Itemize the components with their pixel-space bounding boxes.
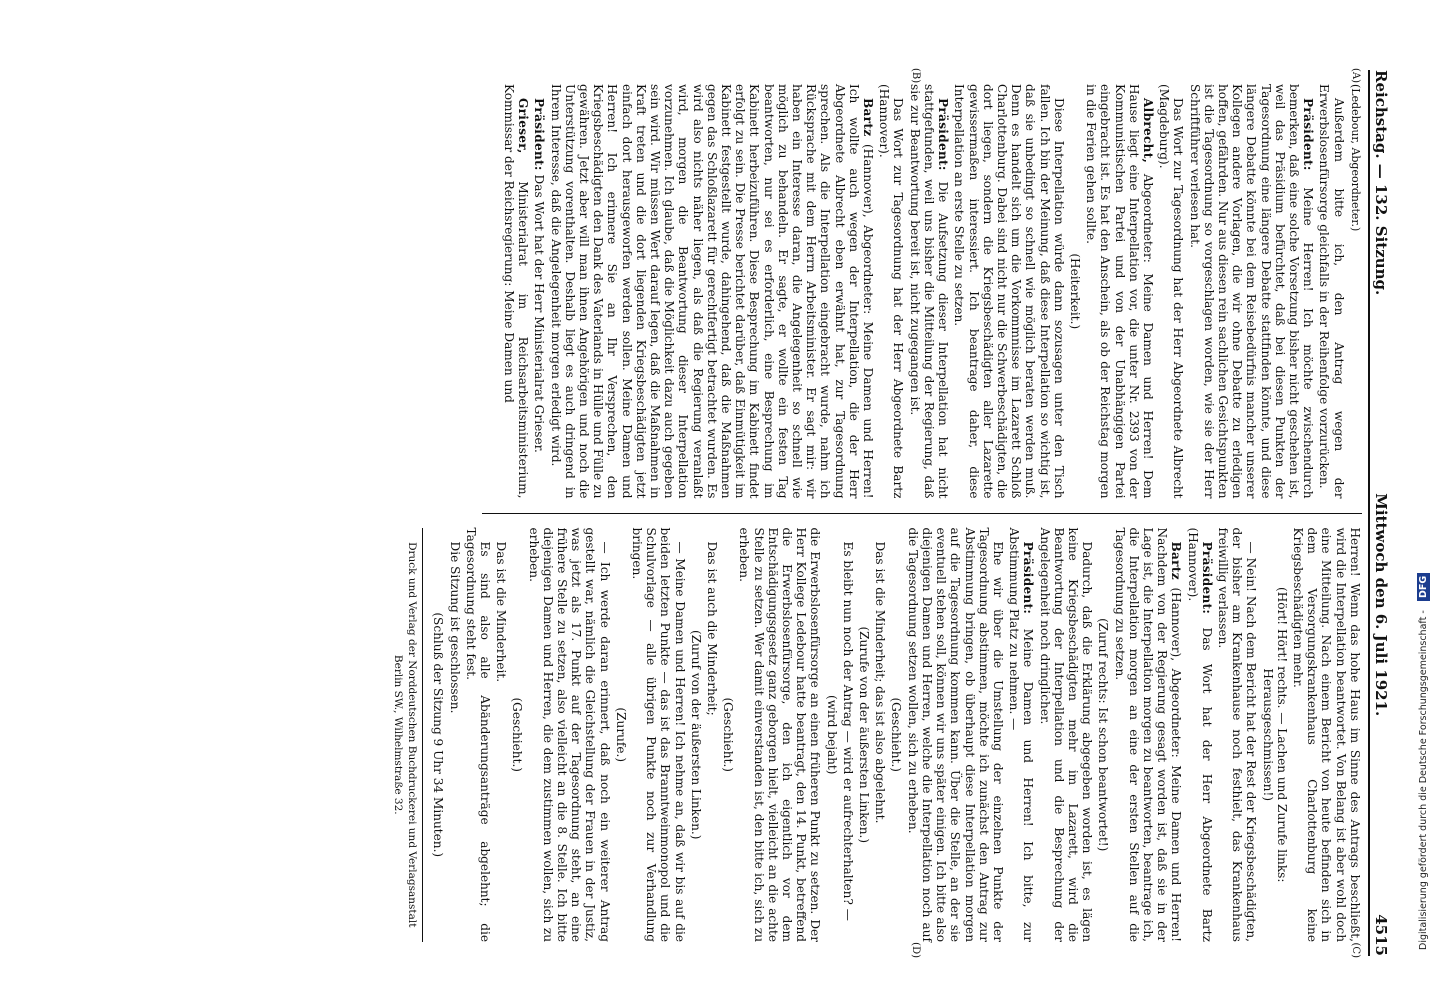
speech-text: (Hannover), Abgeordneter: Meine Damen und Herren! Ich wollte auch wegen der Interpellation, die der Herr Abgeordnete Albrecht eben erwähnt hat, zur Tagesordnung sprechen. Als die Interpellation eingebracht wurde, nahm ich Rücksprache mit dem Herrn Arbeitsminister. Er sagt mir: wir haben ein Interesse daran, die Angelegenheit so schnell wie möglich zu behandeln. Er sagte, er wollte ein festen Tag beantworten, nur sei es erforderlich, eine Besprechung im Kabinett herbeizuführen. Diese Besprechung im Kabinett findet erfolgt zu sein. Die Presse berichtet darüber, daß Einmütigkeit im Kabinett festgestellt wurde, dahingehend, daß die Maßnahmen gegen das Schloßlazarett für gerechtfertigt betrachtet wurden. Es wird also nichts näher liegen, als daß die Regierung veranlaßt wird, morgen die Beantwortung dieser Interpellation vorzunehmen. Ich glaube, daß die Möglichkeit dazu auch gegeben sein wird. Wir müssen Wert darauf legen, daß die Maßnahmen in Kraft treten und die dort liegenden Kriegsbeschädigten jetzt einfach dort herausgeworfen werden sollen. Meine Damen und Herren! Ich erinnere Sie an Ihr Versprechen, den Kriegsbeschädigten den Dank des Vaterlands in Hülle und Fülle zu gewähren. Jetzt aber will man ihnen Angehörigen und noch die Unterstützung vorenthalten. Deshalb liegt es auch dringend in Ihrem Interesse, daß die Angelegenheit morgen erledigt wird.	[548, 84, 876, 499]
paragraph: Dadurch, daß die Erklärung abgegeben worden ist, es lägen keine Kriegsbeschädigten mehr im Lazarett, wird die Beantwortung der Interpellation und die Besprechung der Angelegenheit noch dringlicher.	[1037, 527, 1095, 942]
interjection: (Zurufe von der äußersten Linken.)	[857, 626, 872, 844]
paragraph: — Nein! Nach dem Bericht hat der Rest der Kriegsbeschädigten, der bisher am Krankenhause noch festhielt, das Krankenhaus freiwillig verlassen.	[1215, 527, 1259, 942]
paragraph	[1007, 528, 1035, 943]
interjection: (Heiterkeit.)	[1067, 253, 1082, 330]
paragraph: Herren! Wenn das hohe Haus im Sinne des Antrags beschließt, wird die Interpellation beantwortet. Von Belang ist aber wohl doch eine Mitteilung. Nach einem Bericht von heute befinden sich in dem Versorgungskrankenhaus Charlottenburg keine Kriegsbeschädigten mehr.	[1290, 527, 1362, 942]
interjection: (Zurufe.)	[613, 707, 628, 763]
header-left: Reichstag. — 132. Sitzung.	[1372, 70, 1390, 296]
paragraph: Es sind also alle Abänderungsanträge abgelehnt; die Tagesordnung steht fest.	[463, 527, 493, 942]
paragraph: — Meine Damen und Herren! Ich nehme an, daß wir bis auf die beiden letzten Punkte — das ist das Branntweinmonopol und die Schulvorlage — alle übrigen Punkte noch zur Verhandlung bringen.	[630, 527, 687, 942]
rotated-page	[36, 44, 1402, 986]
credit-text: Digitalisierung gefördert durch die Deutsche Forschungsgemeinschaft -	[1418, 610, 1429, 950]
page-header	[1368, 70, 1388, 956]
speaker-name: Grieser,	[516, 98, 531, 154]
header-center: Mittwoch den 6. Juli 1921.	[1372, 493, 1390, 717]
paragraph: Diese Interpellation würde dann sozusagen unter den Tisch fallen. Ich bin der Meinung, daß diese Interpellation so wichtig ist, daß sie unbedingt so schnell wie möglich beraten werden muß. Denn es handelt sich um die Vorkommnisse im Lazarett Schloß Charlottenburg. Dabei sind nicht nur die Schwerbeschädigten, die dort liegen, sondern die Kriegsbeschädigten aller Lazarette gewissermaßen interessiert. Ich beantrage daher, diese Interpellation an erste Stelle zu setzen.	[952, 84, 1066, 499]
digitization-credit	[1417, 30, 1430, 950]
speaker-name: Albrecht,	[1140, 98, 1155, 164]
interjection: (Geschieht.)	[889, 697, 904, 773]
margin-marker-b: (B)	[909, 68, 921, 84]
speaker-name: Präsident:	[1301, 98, 1316, 171]
dfg-logo: DFG	[1417, 573, 1430, 601]
interjection: (Geschieht.)	[510, 697, 525, 773]
page-number: 4515	[1372, 914, 1390, 956]
interjection: (Zuruf von der äußersten Linken.)	[688, 630, 703, 840]
speaker-continuation: (Ledebour, Abgeordneter.)	[1348, 84, 1362, 232]
paragraph	[1112, 528, 1183, 943]
speaker-name: Bartz	[861, 98, 876, 137]
session-close-note: (Schluß der Sitzung 9 Uhr 34 Minuten.)	[431, 612, 446, 858]
paragraph: Außerdem bitte ich, den Antrag wegen der Erwerbslosenfürsorge gleichfalls in der Reihenfolge vorzurücken.	[1317, 84, 1346, 499]
speech-text: Das Wort hat der Herr Abgeordnete Bartz (Hannover).	[1185, 527, 1214, 942]
paragraph	[908, 84, 951, 499]
paragraph: Die Sitzung ist geschlossen.	[447, 541, 462, 714]
paragraph	[1185, 528, 1213, 943]
interjection: (Hört! Hört! rechts. — Lachen und Zurufe links: Herausgeschmissen!)	[1260, 587, 1289, 883]
paragraph: die Erwerbslosenfürsorge an einen früheren Punkt zu setzen. Der Herr Kollege Ledebour hatte beantragt, den 14. Punkt, betreffend die Erwerbslosenfürsorge, den ich eigentlich vor dem Entschädigungsgesetz ganz geborgen hielt, vielleicht an die achte Stelle zu setzen. Wer damit einverstanden ist, den bitte ich, sich zu erheben.	[737, 527, 823, 942]
speech-text: Ministerialrat im Reichsarbeitsministerium, Kommissar der Reichsregierung: Meine Damen und	[502, 84, 531, 499]
speech-text: Meine Damen und Herren! Ich bitte, zur Abstimmung Platz zu nehmen. —	[1007, 527, 1036, 942]
speech-text: Abgeordneter: Meine Damen und Herren! Dem Hause liegt eine Interpellation vor, die unter Nr. 2393 von der Kommunistischen Partei und von der Unabhängigen Partei eingebracht ist. Es hat den Anschein, als ob der Reichstag morgen in die Ferien gehen sollte.	[1084, 84, 1155, 499]
printer-imprint: Druck und Verlag der Norddeutschen Buchdruckerei und Verlagsanstalt Berlin SW., Wilhelmstraße 32.	[391, 528, 423, 943]
paragraph: Das Wort zur Tagesordnung hat der Herr Abgeordnete Albrecht (Magdeburg).	[1157, 84, 1186, 499]
paragraph: Das ist auch die Minderheit;	[705, 541, 720, 716]
paragraph	[502, 84, 530, 499]
column-right	[392, 513, 1362, 958]
speech-text: Die Aufsetzung dieser Interpellation hat nicht stattgefunden, weil uns bisher die Mitteilung der Regierung, daß sie zur Beantwortung bereit ist, nicht zugegangen ist.	[907, 84, 951, 499]
paragraph: Das Wort zur Tagesordnung hat der Herr Abgeordnete Bartz (Hannover).	[877, 84, 906, 499]
paragraph	[1084, 84, 1155, 499]
margin-marker-c: (C)	[1349, 942, 1361, 958]
speaker-name: Präsident:	[532, 98, 547, 171]
speaker-name: Präsident:	[936, 98, 951, 171]
paragraph: Das ist die Minderheit.	[494, 541, 509, 683]
speaker-name: Bartz	[1169, 541, 1184, 580]
paragraph: — Ich werde daran erinnert, daß noch ein weiterer Antrag gestellt war, nämlich die Gleichstellung der Frauen in der Justiz, was jetzt als 17. Punkt auf der Tagesordnung steht, an eine frühere Stelle zu setzen, also vielleicht an die 8. Stelle. Ich bitte diejenigen Damen und Herren, die dem zustimmen wollen, sich zu erheben.	[526, 527, 612, 942]
speech-text: Meine Herren! Ich möchte zwischendurch bemerken, daß eine solche Vorsetzung bisher nicht geschehen ist, weil das Präsidium befürchtet, daß bei diesen Punkten der Tagesordnung eine längere Debatte stattfinden könnte, und diese längere Debatte könnte bei dem Reisebedürfnis mancher unserer Kollegen andere Vorlagen, die wir ohne Debatte zu erledigen hoffen, gefährden. Nur aus diesen rein sachlichen Gesichtspunkten ist die Tagesordnung so vorgeschlagen worden, wie sie der Herr Schriftführer verlesen hat.	[1187, 84, 1316, 499]
speech-text: (Hannover), Abgeordneter: Meine Damen und Herren! Nachdem von der Regierung gesagt worden ist, daß sie in der Lage ist, die Interpellation morgen zu beantworten, beantrage ich, die Interpellation morgen an eine der ersten Stellen auf die Tagesordnung zu setzen.	[1112, 527, 1184, 942]
paragraph: Es bleibt nun noch der Antrag — wird er aufrechterhalten? —	[840, 541, 855, 921]
interjection: (Geschieht.)	[721, 697, 736, 773]
margin-marker-d: (D)	[909, 942, 921, 958]
speaker-name: Präsident:	[1021, 541, 1036, 615]
paragraph	[532, 84, 546, 499]
margin-marker-a: (A)	[1349, 68, 1361, 84]
interjection: (Zuruf rechts: Ist schon beantwortet!)	[1096, 618, 1111, 852]
paragraph	[548, 84, 875, 499]
column-left	[482, 70, 1362, 513]
speech-text: Das Wort hat der Herr Ministerialrat Grieser.	[532, 170, 547, 453]
speaker-name: Präsident:	[1199, 541, 1214, 615]
paragraph	[1187, 84, 1315, 499]
paragraph: Das ist die Minderheit; das ist also abgelehnt.	[873, 541, 888, 824]
paragraph: Ehe wir über die Umstellung der einzelnen Punkte der Tagesordnung abstimmen, möchte ich zunächst den Antrag zur Abstimmung bringen, ob überhaupt diese Interpellation morgen auf die Tagesordnung kommen kann. Über die Stelle, an der sie eventuell stehen soll, können wir uns später einigen. Ich bitte also diejenigen Damen und Herren, welche die Interpellation noch auf die Tagesordnung setzen wollen, sich zu erheben.	[905, 527, 1005, 942]
interjection: (wird bejaht)	[824, 694, 839, 775]
text-columns	[392, 68, 1362, 958]
